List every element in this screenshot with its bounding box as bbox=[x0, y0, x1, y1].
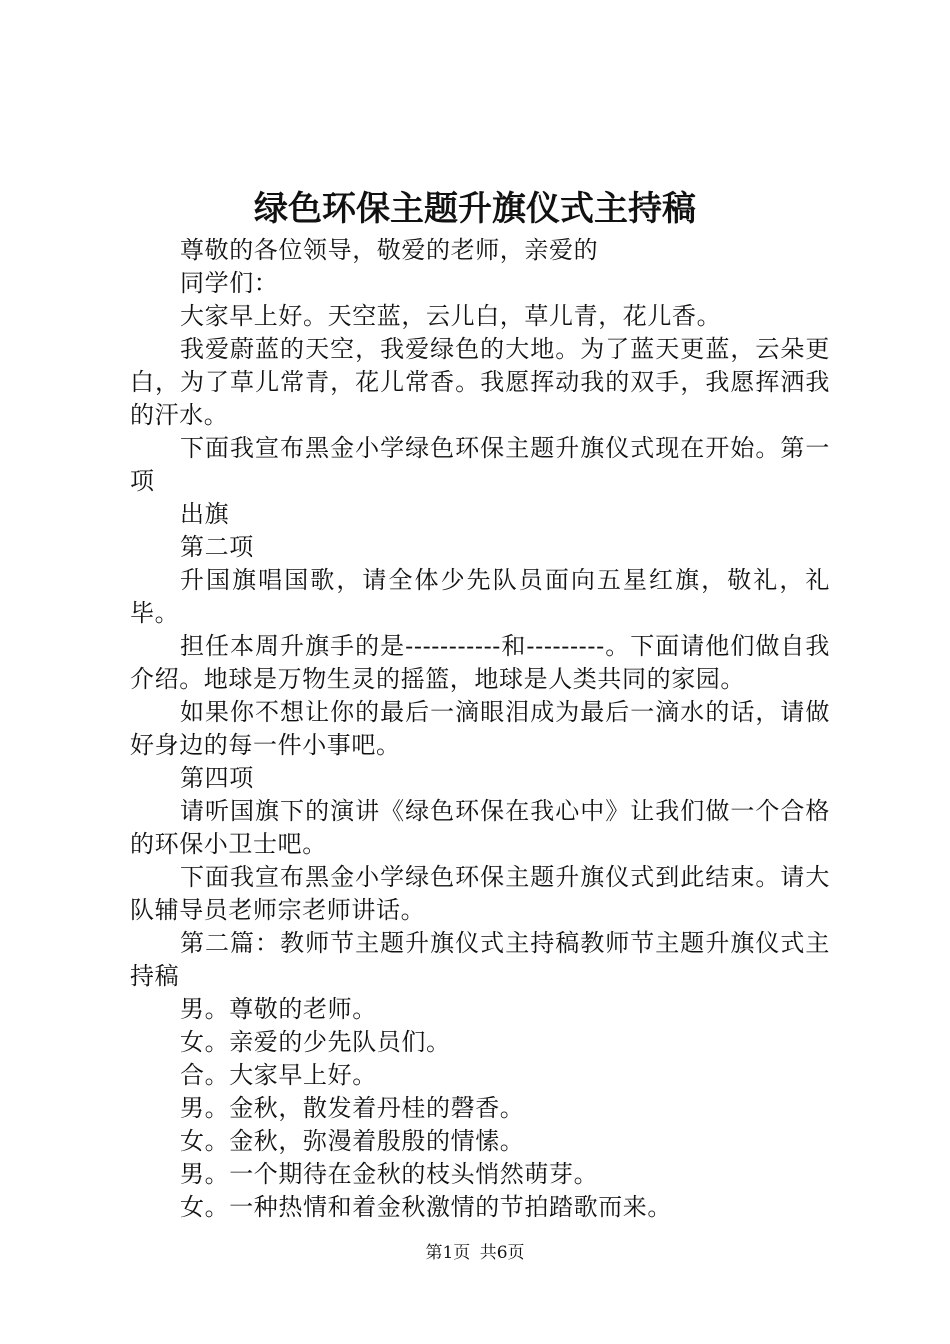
document-body bbox=[130, 234, 830, 1224]
paragraph: 第四项 bbox=[180, 764, 254, 792]
paragraph: 男。金秋，散发着丹桂的磬香。 bbox=[180, 1094, 525, 1122]
paragraph: 下面我宣布黑金小学绿色环保主题升旗仪式到此结束。请大队辅导员老师宗老师讲话。 bbox=[130, 863, 830, 924]
paragraph: 合。大家早上好。 bbox=[180, 1061, 377, 1089]
paragraph: 男。尊敬的老师。 bbox=[180, 995, 377, 1023]
paragraph: 女。一种热情和着金秋激情的节拍踏歌而来。 bbox=[180, 1193, 672, 1221]
paragraph: 男。一个期待在金秋的枝头悄然萌芽。 bbox=[180, 1160, 599, 1188]
paragraph: 如果你不想让你的最后一滴眼泪成为最后一滴水的话，请做好身边的每一件小事吧。 bbox=[130, 698, 830, 759]
paragraph: 下面我宣布黑金小学绿色环保主题升旗仪式现在开始。第一项 bbox=[130, 434, 830, 495]
paragraph: 第二项 bbox=[180, 533, 254, 561]
paragraph: 同学们： bbox=[180, 269, 279, 297]
page-number: 第1页 bbox=[425, 1243, 471, 1263]
paragraph: 担任本周升旗手的是-----------和---------。下面请他们做自我介绍。地球是万物生灵的摇篮，地球是人类共同的家园。 bbox=[130, 632, 830, 693]
document-title: 绿色环保主题升旗仪式主持稿 bbox=[254, 189, 696, 229]
paragraph: 升国旗唱国歌，请全体少先队员面向五星红旗，敬礼，礼毕。 bbox=[130, 566, 830, 627]
paragraph: 第二篇：教师节主题升旗仪式主持稿教师节主题升旗仪式主持稿 bbox=[130, 929, 830, 990]
paragraph: 出旗 bbox=[180, 500, 230, 528]
paragraph: 女。亲爱的少先队员们。 bbox=[180, 1028, 451, 1056]
page-footer bbox=[0, 1241, 950, 1265]
paragraph: 我爱蔚蓝的天空，我爱绿色的大地。为了蓝天更蓝，云朵更白，为了草儿常青，花儿常香。我愿挥动我的双手，我愿挥洒我的汗水。 bbox=[130, 335, 830, 429]
paragraph: 尊敬的各位领导，敬爱的老师，亲爱的 bbox=[180, 236, 599, 264]
paragraph: 请听国旗下的演讲《绿色环保在我心中》让我们做一个合格的环保小卫士吧。 bbox=[130, 797, 830, 858]
page-total: 共6页 bbox=[479, 1243, 525, 1263]
paragraph: 女。金秋，弥漫着殷殷的情愫。 bbox=[180, 1127, 525, 1155]
paragraph: 大家早上好。天空蓝，云儿白，草儿青，花儿香。 bbox=[180, 302, 722, 330]
